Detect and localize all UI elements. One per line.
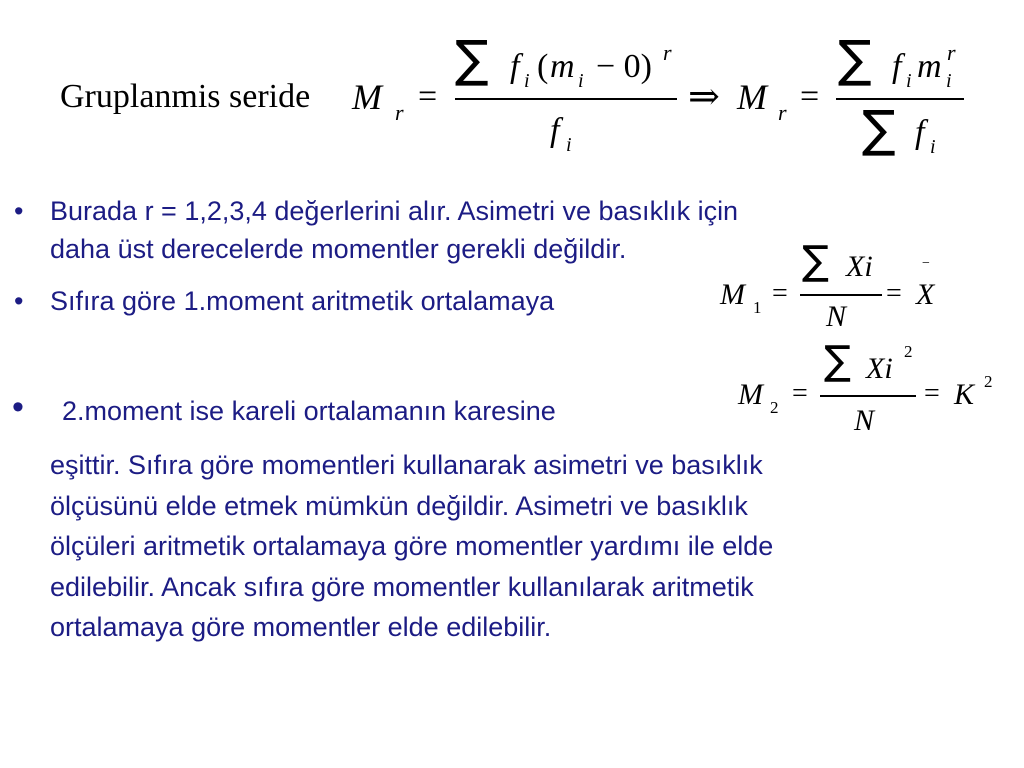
m-variable: m xyxy=(550,48,575,85)
rhs-symbol: M xyxy=(737,77,767,117)
rhs-subscript: r xyxy=(778,100,787,125)
lhs-subscript: r xyxy=(395,100,404,125)
fraction-line xyxy=(836,98,964,100)
sum-symbol: ∑ xyxy=(862,100,896,158)
m2-numerator: Xi xyxy=(866,352,893,385)
implies-arrow: ⇒ xyxy=(688,76,720,118)
lhs-symbol: M xyxy=(352,77,382,117)
sum-symbol: ∑ xyxy=(824,338,851,384)
sum-symbol: ∑ xyxy=(802,238,829,284)
fraction-line xyxy=(455,98,677,100)
minus-zero: − 0) xyxy=(596,48,652,85)
m2-subscript: 2 xyxy=(770,398,779,417)
m-variable: m xyxy=(917,48,942,85)
f-variable: f xyxy=(915,114,925,151)
bullet-marker: • xyxy=(14,196,24,226)
m1-denominator: N xyxy=(826,300,847,333)
subscript-i: i xyxy=(578,70,584,92)
formula-m1 xyxy=(700,232,960,342)
bullet-2-text: Sıfıra göre 1.moment aritmetik ortalamaya xyxy=(50,286,555,316)
subscript-i: i xyxy=(566,134,572,156)
subscript-i: i xyxy=(524,70,530,92)
m1-result: X xyxy=(916,278,935,311)
superscript-r: r xyxy=(947,40,956,65)
m1-subscript: 1 xyxy=(753,298,762,317)
paragraph-line: ölçüleri aritmetik ortalamaya göre momentler yardımı ile elde xyxy=(50,531,774,561)
bullet-marker: • xyxy=(14,286,24,316)
m2-num-superscript: 2 xyxy=(904,342,913,361)
sum-symbol: ∑ xyxy=(455,30,489,88)
top-formula xyxy=(0,0,1024,170)
subscript-i: i xyxy=(906,70,912,92)
f-variable: f xyxy=(510,48,520,85)
m1-equals: = xyxy=(886,278,902,309)
bullet-marker: • xyxy=(12,388,24,426)
m2-equals: = xyxy=(924,378,940,409)
m1-mean-bar: − xyxy=(922,256,930,271)
m2-result-superscript: 2 xyxy=(984,372,993,391)
subscript-i: i xyxy=(930,136,936,158)
paragraph-line: eşittir. Sıfıra göre momentleri kullanarak asimetri ve basıklık xyxy=(50,450,763,480)
bullet-1-line: daha üst derecelerde momentler gerekli değildir. xyxy=(50,234,627,264)
m2-denominator: N xyxy=(854,404,875,437)
superscript-r: r xyxy=(663,40,672,65)
m2-result: K xyxy=(954,378,975,411)
fraction-line xyxy=(820,395,916,397)
paragraph-line: ölçüsünü elde etmek mümkün değildir. Asimetri ve basıklık xyxy=(50,490,748,521)
formula-m2 xyxy=(720,340,1000,450)
body-paragraph xyxy=(50,445,990,648)
formula-label: Gruplanmis seride xyxy=(60,78,311,115)
bullet-1-line: Burada r = 1,2,3,4 değerlerini alır. Asimetri ve basıklık için xyxy=(50,196,739,226)
m2-symbol: M xyxy=(738,378,763,411)
sum-symbol: ∑ xyxy=(838,30,872,88)
bullet-3-text: 2.moment ise kareli ortalamanın karesine xyxy=(62,396,556,426)
fraction-line xyxy=(800,294,882,296)
f-variable: f xyxy=(550,112,560,149)
equals-sign: = xyxy=(418,78,438,115)
f-variable: f xyxy=(892,48,902,85)
open-paren: ( xyxy=(537,48,549,85)
m1-equals: = xyxy=(772,278,788,309)
m1-numerator: Xi xyxy=(846,250,873,283)
m2-equals: = xyxy=(792,378,808,409)
paragraph-line: edilebilir. Ancak sıfıra göre momentler kullanılarak aritmetik xyxy=(50,571,754,602)
equals-sign: = xyxy=(800,78,820,115)
paragraph-line: ortalamaya göre momentler elde edilebilir. xyxy=(50,612,552,642)
subscript-i: i xyxy=(946,70,952,92)
m1-symbol: M xyxy=(720,278,745,311)
